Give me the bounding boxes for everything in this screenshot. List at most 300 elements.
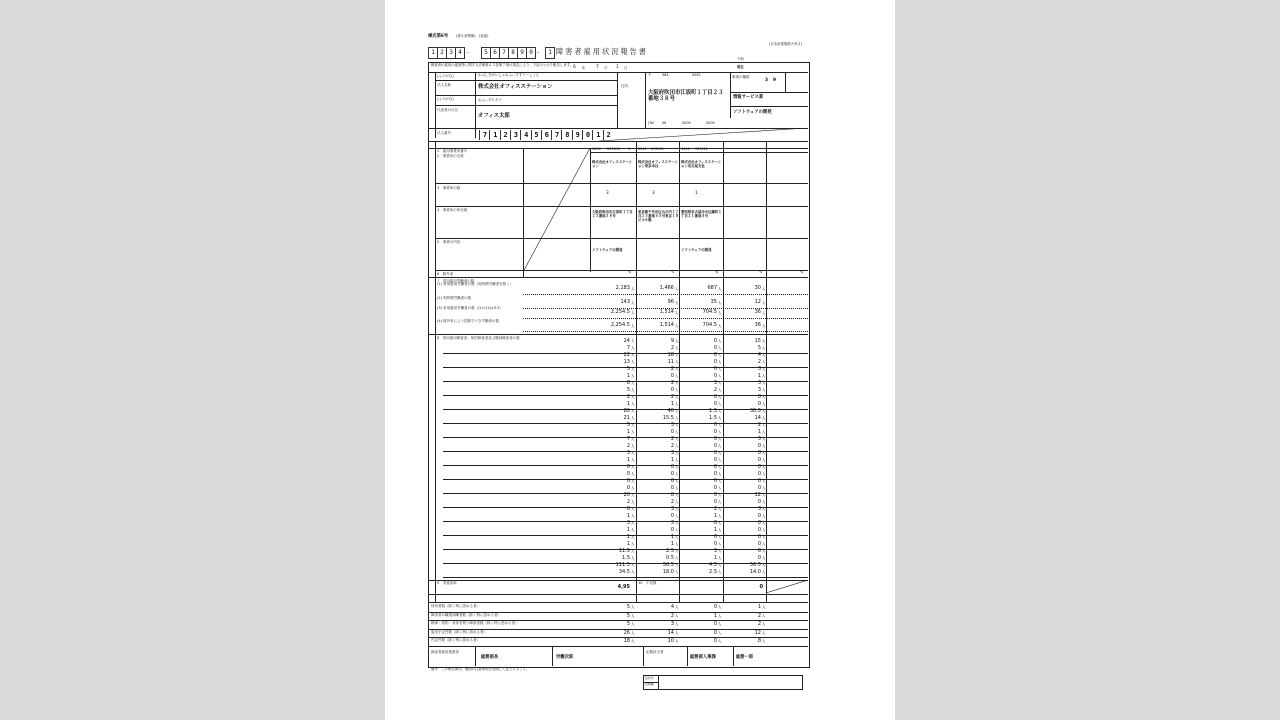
unit-person: 人 (762, 493, 766, 497)
corp-number-digit: 7 (479, 130, 490, 140)
unit-person: 人 (762, 507, 766, 511)
id-digit: 1 (428, 47, 438, 59)
disabled-count: 15 (754, 338, 761, 344)
unit-person: 人 (762, 301, 766, 305)
unit-person: 人 (631, 287, 635, 291)
disabled-count: 0 (713, 492, 717, 498)
section-4-label: 4 事業所の所在地 (437, 208, 468, 212)
disabled-count: 0 (626, 478, 630, 484)
postal-mark: 〒 (648, 73, 652, 77)
disabled-count: 0 (757, 541, 761, 547)
disabled-count: 0 (757, 555, 761, 561)
form-number-sub: (第４条関係) (表面) (456, 34, 489, 38)
unit-person: 人 (718, 570, 722, 574)
disabled-count: 1 (757, 429, 761, 435)
industry-name: 情報サービス業 (733, 95, 764, 100)
unit-person: 人 (675, 444, 679, 448)
disabled-count: 0 (670, 373, 674, 379)
disabled-count: 0 (757, 457, 761, 463)
unit-person: 人 (762, 479, 766, 483)
unit-person: 人 (675, 339, 679, 343)
unit-person: 人 (718, 346, 722, 350)
disabled-count: 1 (713, 513, 717, 519)
bottom-count: 18 (623, 638, 630, 645)
unit-person: 人 (675, 507, 679, 511)
disabled-count: 3 (670, 520, 674, 526)
industry-code-2: 9 (773, 78, 776, 83)
office-name: 株式会社オフィスステーション (592, 160, 633, 169)
worker-count: 36 (754, 322, 761, 328)
unit-person: 人 (631, 451, 635, 455)
disabled-count: 0 (713, 464, 717, 470)
bottom-count: 2 (757, 612, 761, 619)
id-digit: 0 (526, 47, 536, 59)
unit-person: 人 (631, 423, 635, 427)
id-digit: 5 (481, 47, 491, 59)
disabled-count: 2 (626, 499, 630, 505)
unit-person: 人 (631, 465, 635, 469)
bottom-count: 14 (667, 629, 674, 636)
disabled-count: 0 (670, 513, 674, 519)
unit-person: 人 (718, 500, 722, 504)
section-2-label: 2 事業所の名称 (437, 154, 464, 158)
unit-person: 人 (762, 360, 766, 364)
disabled-count: 2.5 (666, 548, 674, 554)
promoter-name: 労働次郎 (556, 655, 574, 660)
unit-person: 人 (718, 367, 722, 371)
row-divider (428, 637, 808, 638)
date-month: 7 (596, 65, 599, 70)
disabled-count: 1 (626, 429, 630, 435)
unit-person: 人 (718, 381, 722, 385)
disabled-count: 4 (757, 352, 761, 358)
unit-person: 人 (631, 613, 635, 618)
disabled-count: 0 (713, 401, 717, 407)
bottom-count: 2 (757, 621, 761, 628)
unit-person: 人 (762, 556, 766, 560)
unit-person: 人 (762, 402, 766, 406)
unit-person: 人 (631, 324, 635, 328)
unit-person: 人 (762, 630, 766, 635)
office-count: 3 (652, 191, 655, 196)
unit-person: 人 (762, 451, 766, 455)
disabled-count: 0 (713, 520, 717, 526)
unit-person: 人 (762, 563, 766, 567)
unit-person: 人 (718, 287, 722, 291)
unit-person: 人 (631, 311, 635, 315)
row-divider (523, 331, 808, 332)
unit-person: 人 (675, 324, 679, 328)
disabled-count: 3 (757, 366, 761, 372)
unit-person: 人 (675, 535, 679, 539)
row-divider (443, 577, 808, 578)
disabled-count: 14 (754, 415, 761, 421)
percent-unit: % (759, 270, 763, 274)
unit-person: 人 (631, 605, 635, 609)
unit-person: 人 (718, 528, 722, 532)
worker-count: 12 (754, 299, 761, 305)
disabled-count: 0 (713, 485, 717, 491)
worker-count: 704.5 (702, 309, 717, 315)
unit-person: 人 (675, 346, 679, 350)
rate-diagonal (766, 580, 808, 594)
disabled-count: 2 (670, 443, 674, 449)
unit-person: 人 (718, 324, 722, 328)
worker-row-label: (4) 除外率により控除すべき労働者の数 (437, 319, 500, 323)
disabled-count: 0 (757, 513, 761, 519)
bottom-row-label: 精神・知的・身体を問う障害者数（除く特に認める者） (431, 621, 519, 626)
disabled-count: 1.5 (709, 408, 717, 414)
disabled-count: 1.5 (622, 555, 630, 561)
office-business: ソフトウェアの開発 (681, 248, 712, 252)
disabled-count: 40 (667, 408, 674, 414)
unit-person: 人 (631, 528, 635, 532)
unit-person: 人 (718, 521, 722, 525)
disabled-count: 0 (713, 394, 717, 400)
disabled-count: 5 (757, 436, 761, 442)
disabled-count: 2 (713, 387, 717, 393)
unit-person: 人 (631, 535, 635, 539)
promoter-title: 総務部長 (481, 655, 499, 660)
unit-person: 人 (762, 353, 766, 357)
unit-person: 人 (718, 395, 722, 399)
disabled-count: 38.5 (749, 408, 761, 414)
disabled-count: 0 (713, 541, 717, 547)
disabled-count: 0 (757, 499, 761, 505)
worker-count: 1,514 (659, 322, 674, 328)
bottom-row-label: 内定件数（除く特に認める者） (431, 638, 480, 643)
furigana-rep: おふぃすたろう (478, 98, 502, 102)
disabled-count: 0 (713, 534, 717, 540)
disabled-count: 0 (670, 478, 674, 484)
office-count: 3 (606, 191, 609, 196)
date-year: 6 (573, 65, 576, 70)
unit-person: 人 (675, 287, 679, 291)
bottom-row-label: 障害者の職業訓練者数（除く特に認める者） (431, 612, 501, 617)
disabled-count: 24 (623, 338, 630, 344)
worker-count: 1,466 (659, 285, 674, 291)
section-6-label: 6 除外率 (437, 272, 454, 276)
unit-person: 人 (675, 472, 679, 476)
worker-count: 704.5 (702, 322, 717, 328)
disabled-count: 3 (713, 380, 717, 386)
unit-person: 人 (675, 549, 679, 553)
disabled-count: 0 (670, 387, 674, 393)
unit-person: 人 (675, 395, 679, 399)
disabled-count: 0 (713, 366, 717, 372)
unit-person: 人 (718, 535, 722, 539)
furigana-name-label: (ふりがな) (437, 74, 454, 78)
disabled-count: 2 (626, 394, 630, 400)
unit-person: 人 (631, 500, 635, 504)
disabled-count: 0 (713, 422, 717, 428)
disabled-count: 5 (757, 345, 761, 351)
unit-person: 人 (675, 416, 679, 420)
disabled-count: 1 (713, 527, 717, 533)
disabled-count: 14.0 (749, 569, 761, 575)
unit-person: 人 (675, 458, 679, 462)
unit-person: 人 (631, 395, 635, 399)
unit-person: 人 (718, 613, 722, 618)
bottom-count: 3 (670, 621, 674, 628)
unit-person: 人 (718, 507, 722, 511)
disabled-count: 1 (626, 373, 630, 379)
unit-person: 人 (631, 630, 635, 635)
disabled-count: 50.5 (662, 562, 674, 568)
disabled-count: 2 (670, 345, 674, 351)
disabled-count: 2 (670, 380, 674, 386)
disabled-count: 5 (626, 422, 630, 428)
date-unit-year: 年 (582, 66, 586, 70)
row-divider (523, 294, 808, 295)
unit-person: 人 (631, 563, 635, 567)
disabled-count: 0 (757, 394, 761, 400)
disabled-count: 1 (626, 541, 630, 547)
writer-title: 総務部人事課 (690, 655, 716, 660)
unit-person: 人 (762, 367, 766, 371)
furigana-rep-label: (ふりがな) (437, 97, 454, 101)
bottom-count: 1 (757, 604, 761, 610)
unit-person: 人 (675, 605, 679, 609)
unit-person: 人 (675, 556, 679, 560)
unit-person: 人 (631, 479, 635, 483)
corp-number-digit: 9 (572, 130, 583, 140)
bottom-count: 12 (754, 629, 761, 636)
disabled-count: 4.5 (709, 562, 717, 568)
disabled-count: 21 (623, 415, 630, 421)
unit-person: 人 (675, 613, 679, 618)
unit-person: 人 (631, 521, 635, 525)
date-label: 令和 (737, 57, 744, 61)
disabled-count: 111.5 (615, 562, 630, 568)
unit-person: 人 (631, 381, 635, 385)
section-1-label: 1 雇用事業所番号 (437, 149, 468, 153)
disabled-count: 0 (757, 520, 761, 526)
disabled-count: 2.5 (709, 569, 717, 575)
unit-person: 人 (718, 374, 722, 378)
disabled-count: 0 (713, 471, 717, 477)
disabled-count: 3 (713, 548, 717, 554)
unit-person: 人 (631, 639, 635, 644)
stamp-label-1: 受付印 (645, 676, 654, 680)
unit-person: 人 (675, 437, 679, 441)
disabled-count: 3 (757, 387, 761, 393)
unit-person: 人 (675, 465, 679, 469)
unit-person: 人 (675, 360, 679, 364)
worker-count: 35 (710, 299, 717, 305)
bottom-count: 0 (713, 638, 717, 645)
office-id-1c: 1 (628, 147, 631, 151)
disabled-count: 8 (626, 506, 630, 512)
bottom-count: 5 (626, 604, 630, 610)
disabled-count: 2 (626, 443, 630, 449)
unit-person: 人 (762, 287, 766, 291)
disabled-count: 18 (667, 352, 674, 358)
bottom-row-label: 雇用予定件数（除く特に認める者） (431, 629, 487, 634)
disabled-count: 0 (757, 401, 761, 407)
disabled-count: 2 (670, 499, 674, 505)
disabled-count: 0 (626, 464, 630, 470)
unit-person: 人 (762, 381, 766, 385)
disabled-count: 0 (713, 478, 717, 484)
industry-label: 事業の種類 (732, 75, 750, 79)
disabled-count: 6 (757, 548, 761, 554)
unit-person: 人 (631, 486, 635, 490)
disabled-count: 3 (757, 380, 761, 386)
unit-person: 人 (631, 301, 635, 305)
disabled-count: 80 (623, 408, 630, 414)
rep-name: オフィス太郎 (478, 113, 510, 119)
corp-number-digit: 5 (531, 130, 542, 140)
disabled-count: 1 (670, 534, 674, 540)
unit-person: 人 (762, 444, 766, 448)
disabled-count: 13 (623, 359, 630, 365)
id-digit: 9 (517, 47, 527, 59)
header-diagonal (599, 128, 808, 142)
unit-person: 人 (762, 613, 766, 618)
corp-number-digit: 8 (561, 130, 572, 140)
unit-person: 人 (718, 563, 722, 567)
unit-person: 人 (631, 367, 635, 371)
disabled-count: 0 (757, 534, 761, 540)
business-content: ソフトウェアの開発 (733, 110, 772, 115)
disabled-count: 0 (757, 450, 761, 456)
unit-person: 人 (762, 472, 766, 476)
disabled-count: 1 (713, 555, 717, 561)
disabled-count: 1 (670, 457, 674, 463)
document-page (385, 0, 895, 720)
disabled-count: 0 (757, 464, 761, 470)
unit-person: 人 (631, 416, 635, 420)
corp-number-digit: 2 (500, 130, 511, 140)
worker-row-label: (3) 常用雇用労働者の数（(1)+(2)×0.5） (437, 306, 503, 310)
section-diagonal (523, 148, 590, 272)
unit-person: 人 (718, 311, 722, 315)
unit-person: 人 (762, 395, 766, 399)
disabled-count: 2 (713, 506, 717, 512)
unit-person: 人 (718, 437, 722, 441)
unit-person: 人 (762, 409, 766, 413)
disabled-count: 5 (626, 366, 630, 372)
unit-person: 人 (675, 381, 679, 385)
unit-person: 人 (718, 605, 722, 609)
office-id-1b: 567890 (607, 147, 620, 151)
disabled-count: 1 (626, 401, 630, 407)
unit-person: 人 (631, 472, 635, 476)
stamp-label-2: 処理欄 (645, 682, 654, 686)
unit-person: 人 (718, 542, 722, 546)
tel-1: 06 (662, 121, 667, 125)
unit-person: 人 (631, 339, 635, 343)
unit-person: 人 (631, 514, 635, 518)
disabled-count: 0 (670, 527, 674, 533)
disabled-count: 0 (713, 338, 717, 344)
unit-person: 人 (675, 402, 679, 406)
disabled-count: 56.5 (749, 562, 761, 568)
unit-person: 人 (631, 570, 635, 574)
unit-person: 人 (762, 465, 766, 469)
disabled-count: 0 (757, 478, 761, 484)
id-separator: - (537, 50, 539, 56)
section-9-label: 9 実雇用率 (437, 581, 457, 585)
unit-person: 人 (675, 479, 679, 483)
disabled-count: 0 (713, 359, 717, 365)
date-suffix: 現在 (737, 65, 744, 69)
postal-2: 0062 (692, 73, 701, 77)
disabled-count: 1 (626, 527, 630, 533)
unit-person: 人 (631, 622, 635, 627)
worker-count: 96 (667, 299, 674, 305)
office-id-2b: 678901 (651, 147, 664, 151)
unit-person: 人 (762, 388, 766, 392)
unit-person: 人 (718, 402, 722, 406)
promoter-label: 障害者雇用推進者 (431, 650, 459, 654)
unit-person: 人 (631, 402, 635, 406)
bottom-count: 5 (626, 612, 630, 619)
form-title: 障害者雇用状況報告書 (556, 47, 648, 56)
id-digit: 2 (437, 47, 447, 59)
footer-note: 備考 この報告書は、裏面の注意事項を参照して記入すること。 (431, 667, 530, 671)
id-digit: 4 (455, 47, 465, 59)
unit-person: 人 (675, 521, 679, 525)
unit-person: 人 (631, 542, 635, 546)
unit-person: 人 (675, 409, 679, 413)
section-5-label: 5 事業の内容 (437, 240, 461, 244)
unit-person: 人 (762, 535, 766, 539)
bottom-count: 0 (713, 629, 717, 636)
unit-person: 人 (631, 556, 635, 560)
shortfall-value: 0 (759, 584, 763, 590)
unit-person: 人 (762, 346, 766, 350)
unit-person: 人 (762, 486, 766, 490)
disabled-count: 1 (757, 373, 761, 379)
bottom-count: 8 (757, 638, 761, 645)
disabled-count: 0 (670, 464, 674, 470)
unit-person: 人 (762, 639, 766, 644)
unit-person: 人 (675, 451, 679, 455)
unit-person: 人 (675, 542, 679, 546)
unit-person: 人 (631, 409, 635, 413)
unit-person: 人 (675, 500, 679, 504)
address: 大阪府吹田市江坂町１丁目２３番地３８号 (648, 90, 724, 103)
unit-person: 人 (631, 507, 635, 511)
worker-count: 2,254.5 (610, 322, 630, 328)
unit-person: 人 (631, 493, 635, 497)
percent-unit: % (671, 270, 675, 274)
unit-person: 人 (718, 388, 722, 392)
bottom-count: 5 (626, 621, 630, 628)
unit-person: 人 (718, 465, 722, 469)
unit-person: 人 (718, 479, 722, 483)
unit-person: 人 (675, 301, 679, 305)
disabled-count: 0 (670, 429, 674, 435)
disabled-count: 0 (670, 471, 674, 477)
disabled-count: 1 (670, 541, 674, 547)
form-number: 様式第6号 (428, 34, 449, 39)
section-7-label: 7 常用雇用労働者の数 (437, 279, 475, 283)
unit-person: 人 (631, 430, 635, 434)
disabled-count: 8 (626, 380, 630, 386)
disabled-count: 0 (757, 527, 761, 533)
disabled-count: 0 (713, 352, 717, 358)
corp-number-digit: 4 (520, 130, 531, 140)
disabled-count: 3 (670, 506, 674, 512)
tel-label: (Tel (648, 121, 654, 125)
unit-person: 人 (762, 521, 766, 525)
unit-person: 人 (675, 563, 679, 567)
unit-person: 人 (718, 549, 722, 553)
disabled-count: 12 (754, 492, 761, 498)
